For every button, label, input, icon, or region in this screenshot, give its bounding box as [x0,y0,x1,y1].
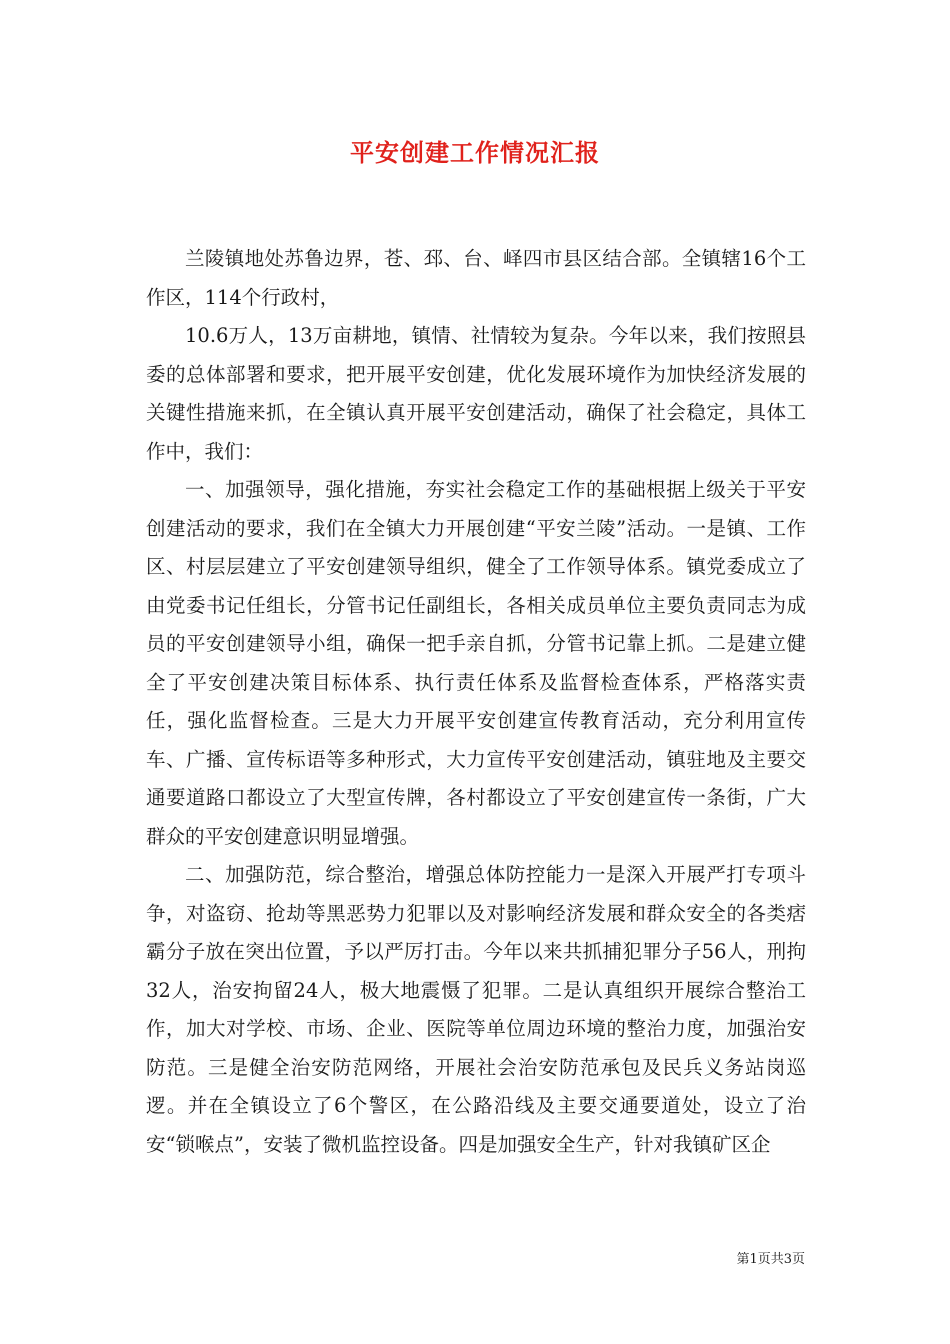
document-title: 平安创建工作情况汇报 [350,138,600,167]
paragraph-intro: 兰陵镇地处苏鲁边界，苍、邳、台、峄四市县区结合部。全镇辖16个工作区，114个行政村， [146,247,806,309]
paragraph-section-two: 二、加强防范，综合整治，增强总体防控能力一是深入开展严打专项斗争，对盗窃、抢劫等黑恶势力犯罪以及对影响经济发展和群众安全的各类痞霸分子放在突出位置，予以严厉打击。今年以来共抓捕犯罪分子56人，刑拘32人，治安拘留24人，极大地震慑了犯罪。二是认真组织开展综合整治工作，加大对学校、市场、企业、医院等单位周边环境的整治力度，加强治安防范。三是健全治安防范网络，开展社会治安防范承包及民兵义务站岗巡逻。并在全镇设立了6个警区，在公路沿线及主要交通要道处，设立了治安“锁喉点”，安装了微机监控设备。四是加强安全生产，针对我镇矿区企 [146,863,806,1156]
page-number: 第1页共3页 [736,1252,805,1267]
paragraph-section-one: 一、加强领导，强化措施，夯实社会稳定工作的基础根据上级关于平安创建活动的要求，我们在全镇大力开展创建“平安兰陵”活动。一是镇、工作区、村层层建立了平安创建领导组织，健全了工作领导体系。镇党委成立了由党委书记任组长，分管书记任副组长，各相关成员单位主要负责同志为成员的平安创建领导小组，确保一把手亲自抓，分管书记靠上抓。二是建立健全了平安创建决策目标体系、执行责任体系及监督检查体系，严格落实责任，强化监督检查。三是大力开展平安创建宣传教育活动，充分利用宣传车、广播、宣传标语等多种形式，大力宣传平安创建活动，镇驻地及主要交通要道路口都设立了大型宣传牌，各村都设立了平安创建宣传一条街，广大群众的平安创建意识明显增强。 [146,478,806,848]
paragraph-overview: 10.6万人，13万亩耕地，镇情、社情较为复杂。今年以来，我们按照县委的总体部署和要求，把开展平安创建，优化发展环境作为加快经济发展的关键性措施来抓，在全镇认真开展平安创建活动，确保了社会稳定，具体工作中，我们： [146,324,806,463]
document-body [146,240,806,1164]
